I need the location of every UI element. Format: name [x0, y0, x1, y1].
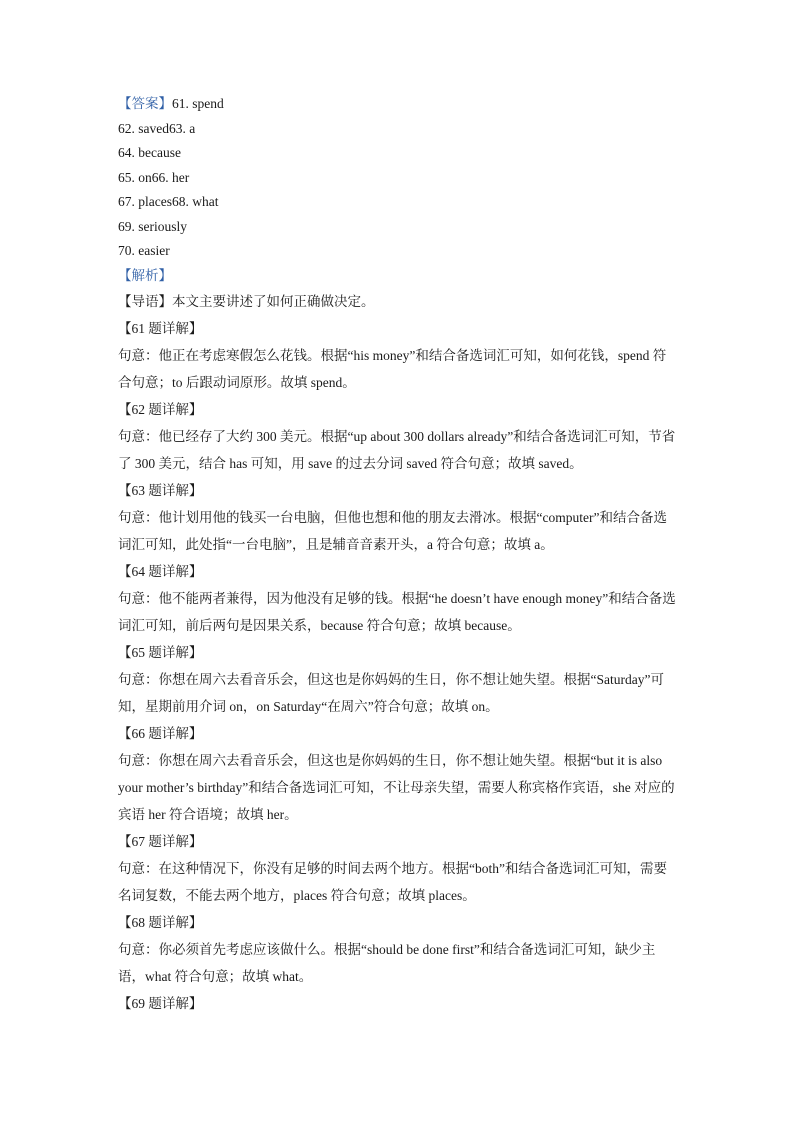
section-body: 句意：他已经存了大约 300 美元。根据“up about 300 dollars already”和结合备选词汇可知，节省了 300 美元，结合 has 可知，用 save 的过去分词 saved 符合句意；故填 saved。	[118, 429, 676, 471]
section-heading: 【64 题详解】	[118, 564, 203, 579]
section-heading: 【69 题详解】	[118, 996, 203, 1011]
section-heading: 【61 题详解】	[118, 321, 203, 336]
answer-item: 65. on66. her	[118, 169, 190, 185]
section-body: 句意：他计划用他的钱买一台电脑，但他也想和他的朋友去滑冰。根据“computer”和结合备选词汇可知，此处指“一台电脑”，且是辅音音素开头，a 符合句意；故填 a。	[118, 510, 667, 552]
answer-item: 62. saved63. a	[118, 120, 196, 136]
section-body: 句意：在这种情况下，你没有足够的时间去两个地方。根据“both”和结合备选词汇可知，需要名词复数，不能去两个地方，places 符合句意；故填 places。	[118, 861, 667, 903]
section-body: 句意：你想在周六去看音乐会，但这也是你妈妈的生日，你不想让她失望。根据“Saturday”可知，星期前用介词 on，on Saturday“在周六”符合句意；故填 on。	[118, 672, 664, 714]
intro-text: 【导语】本文主要讲述了如何正确做决定。	[118, 294, 375, 309]
answer-item: 69. seriously	[118, 218, 187, 234]
section-body: 句意：你必须首先考虑应该做什么。根据“should be done first”和结合备选词汇可知，缺少主语，what 符合句意；故填 what。	[118, 942, 656, 984]
section-body: 句意：他正在考虑寒假怎么花钱。根据“his money”和结合备选词汇可知，如何花钱，spend 符合句意；to 后跟动词原形。故填 spend。	[118, 348, 667, 390]
section-body: 句意：你想在周六去看音乐会，但这也是你妈妈的生日，你不想让她失望。根据“but it is also your mother’s birthday”和结合备选词汇可知，不让母亲失望，需要人称宾格作宾语，she 对应的宾语 her 符合语境；故填 her。	[118, 753, 675, 822]
answer-line	[118, 92, 678, 117]
document-page	[118, 92, 678, 1017]
section-body: 句意：他不能两者兼得，因为他没有足够的钱。根据“he doesn’t have enough money”和结合备选词汇可知，前后两句是因果关系，because 符合句意；故填 because。	[118, 591, 676, 633]
section-heading: 【65 题详解】	[118, 645, 203, 660]
answer-label: 【答案】	[118, 96, 172, 111]
section-heading: 【63 题详解】	[118, 483, 203, 498]
analysis-label: 【解析】	[118, 267, 172, 283]
section-heading: 【67 题详解】	[118, 834, 203, 849]
answer-first: 61. spend	[172, 96, 224, 111]
answer-item: 67. places68. what	[118, 194, 219, 209]
answer-item: 70. easier	[118, 243, 170, 258]
section-heading: 【62 题详解】	[118, 402, 203, 417]
section-heading: 【68 题详解】	[118, 915, 203, 930]
answer-item: 64. because	[118, 145, 181, 160]
section-heading: 【66 题详解】	[118, 726, 203, 741]
